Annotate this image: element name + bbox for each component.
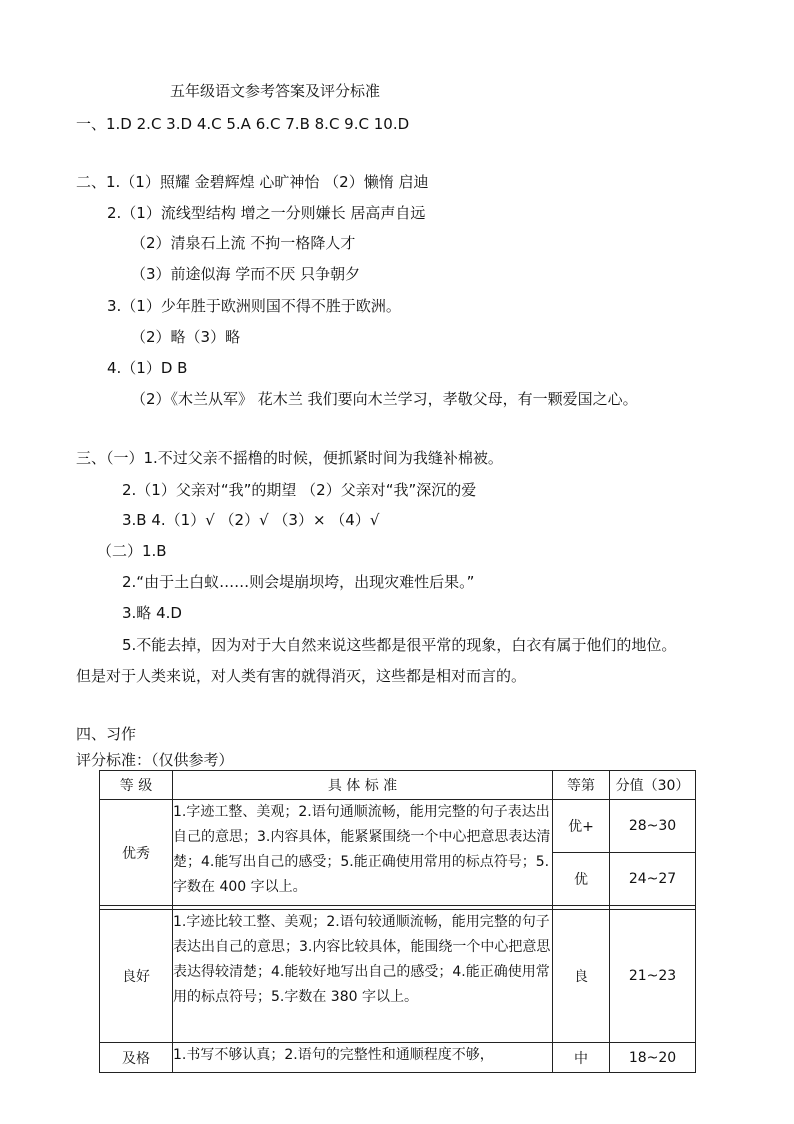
grade-cell: 优: [553, 853, 610, 906]
criteria-cell: 1.字迹比较工整、美观；2.语句较通顺流畅，能用完整的句子表达出自己的意思；3.内容比较具体，能围绕一个中心把意思表达得较清楚；4.能较好地写出自己的感受；4.能正确使用常用的标点符号；5.字数在 380 字以上。: [173, 910, 553, 1043]
section-3-line-3: 3.B 4.（1）√ （2）√ （3）× （4）√: [122, 511, 380, 529]
score-cell: 18~20: [610, 1043, 696, 1073]
section-2-line-5: 3.（1）少年胜于欧洲则国不得不胜于欧洲。: [107, 297, 401, 315]
grading-table: [99, 770, 696, 1073]
section-3-line-5: 2.“由于土白蚁……则会堤崩坝垮，出现灾难性后果。”: [122, 573, 475, 591]
criteria-cell: 1.字迹工整、美观；2.语句通顺流畅，能用完整的句子表达出自己的意思；3.内容具体，能紧紧围绕一个中心把意思表达清楚；4.能写出自己的感受；5.能正确使用常用的标点符号；5.字数在 400 字以上。: [173, 800, 553, 906]
section-3-line-6: 3.略 4.D: [122, 604, 182, 622]
section-2-line-1: 二、1.（1）照耀 金碧辉煌 心旷神怡 （2）懒惰 启迪: [76, 173, 429, 191]
section-1-answers: 一、1.D 2.C 3.D 4.C 5.A 6.C 7.B 8.C 9.C 10.D: [76, 115, 410, 133]
table-row: [100, 1043, 696, 1073]
table-row: [100, 800, 696, 853]
section-2-line-2: 2.（1）流线型结构 增之一分则嫌长 居高声自远: [107, 204, 426, 222]
criteria-cell: 1.书写不够认真；2.语句的完整性和通顺程度不够，: [173, 1043, 553, 1073]
score-cell: 28~30: [610, 800, 696, 853]
grade-cell: 优+: [553, 800, 610, 853]
level-cell: 良好: [100, 910, 173, 1043]
section-3-line-7: 5.不能去掉，因为对于大自然来说这些都是很平常的现象，白衣有属于他们的地位。: [122, 636, 677, 654]
score-cell: 24~27: [610, 853, 696, 906]
level-cell: 优秀: [100, 800, 173, 906]
level-cell: 及格: [100, 1043, 173, 1073]
page-title: 五年级语文参考答案及评分标准: [170, 82, 381, 100]
table-row: [100, 910, 696, 1043]
section-2-line-6: （2）略（3）略: [131, 328, 241, 346]
grade-cell: 中: [553, 1043, 610, 1073]
table-header-row: [100, 771, 696, 800]
section-3-line-8: 但是对于人类来说，对人类有害的就得消灭，这些都是相对而言的。: [76, 667, 527, 685]
criteria-label: 评分标准：（仅供参考）: [76, 751, 234, 769]
score-cell: 21~23: [610, 910, 696, 1043]
section-2-line-4: （3）前途似海 学而不厌 只争朝夕: [131, 265, 361, 283]
header-criteria: 具 体 标 准: [173, 771, 553, 800]
section-3-line-4: （二）1.B: [97, 542, 167, 560]
section-4-heading: 四、习作: [76, 725, 137, 743]
section-2-line-3: （2）清泉石上流 不拘一格降人才: [131, 234, 356, 252]
section-2-line-7: 4.（1）D B: [107, 359, 188, 377]
header-grade: 等第: [553, 771, 610, 800]
header-score: 分值（30）: [610, 771, 696, 800]
header-level: 等 级: [100, 771, 173, 800]
section-2-line-8: （2）《木兰从军》 花木兰 我们要向木兰学习，孝敬父母，有一颗爱国之心。: [131, 390, 638, 408]
section-3-line-2: 2.（1）父亲对“我”的期望 （2）父亲对“我”深沉的爱: [122, 481, 477, 499]
grade-cell: 良: [553, 910, 610, 1043]
section-3-line-1: 三、（一）1.不过父亲不摇橹的时候，便抓紧时间为我缝补棉被。: [76, 449, 503, 467]
